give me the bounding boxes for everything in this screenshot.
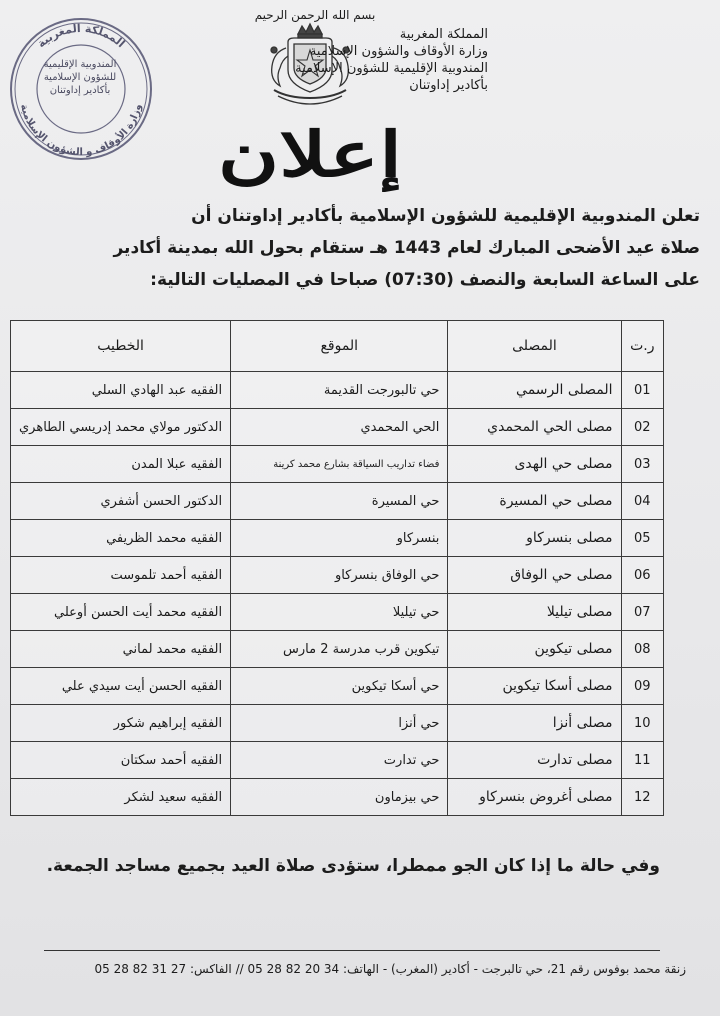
- footer-divider: [44, 950, 660, 951]
- cell-location: بنسركاو: [231, 520, 448, 557]
- cell-num: 07: [621, 594, 663, 631]
- cell-khatib: الفقيه أحمد سكتان: [11, 742, 231, 779]
- cell-khatib: الفقيه إبراهيم شكور: [11, 705, 231, 742]
- header-musalla: المصلى: [448, 321, 621, 372]
- cell-khatib: الدكتور الحسن أشفري: [11, 483, 231, 520]
- cell-location: حي بيزماون: [231, 779, 448, 816]
- cell-musalla: مصلى حي المسيرة: [448, 483, 621, 520]
- cell-location: حي المسيرة: [231, 483, 448, 520]
- cell-location: حي الوفاق بنسركاو: [231, 557, 448, 594]
- table-row: [11, 446, 664, 483]
- cell-num: 05: [621, 520, 663, 557]
- table-row: [11, 594, 664, 631]
- announcement-line: تعلن المندوبية الإقليمية للشؤون الإسلامية بأكادير إداوتنان أن: [191, 206, 700, 226]
- announcement-line: على الساعة السابعة والنصف (07:30) صباحا في المصليات التالية:: [150, 270, 700, 290]
- cell-khatib: الدكتور مولاي محمد إدريسي الطاهري: [11, 409, 231, 446]
- cell-num: 01: [621, 372, 663, 409]
- cell-khatib: الفقيه محمد الظريفي: [11, 520, 231, 557]
- cell-num: 02: [621, 409, 663, 446]
- stamp-center-line: للشؤون الإسلامية: [43, 72, 117, 83]
- cell-location: حي تدارت: [231, 742, 448, 779]
- header-line-ministry: وزارة الأوقاف والشؤون الإسلامية: [309, 44, 488, 59]
- rain-notice: وفي حالة ما إذا كان الجو ممطرا، ستؤدى صلاة العيد بجميع مساجد الجمعة.: [46, 856, 660, 876]
- stamp-center-line: المندوبية الإقليمية: [43, 59, 117, 70]
- stamp-center-line: بأكادير إداوتنان: [49, 85, 111, 96]
- cell-musalla: مصلى تيكوين: [448, 631, 621, 668]
- cell-num: 11: [621, 742, 663, 779]
- stamp-ring-bottom: وزارة الأوقاف و الشؤون الإسلامية: [17, 103, 145, 159]
- cell-khatib: الفقيه محمد أيت الحسن أوعلي: [11, 594, 231, 631]
- cell-num: 04: [621, 483, 663, 520]
- page-title: إعلان: [217, 118, 403, 191]
- header-khatib: الخطيب: [11, 321, 231, 372]
- cell-musalla: مصلى الحي المحمدي: [448, 409, 621, 446]
- cell-location: فضاء تداريب السياقة بشارع محمد كرينة: [231, 446, 448, 483]
- cell-location: حي أسكا تيكوين: [231, 668, 448, 705]
- cell-khatib: الفقيه عبلا المدن: [11, 446, 231, 483]
- cell-location: حي أنزا: [231, 705, 448, 742]
- cell-musalla: مصلى تيليلا: [448, 594, 621, 631]
- table-row: [11, 668, 664, 705]
- cell-musalla: مصلى تدارت: [448, 742, 621, 779]
- table-row: [11, 705, 664, 742]
- cell-location: تيكوين قرب مدرسة 2 مارس: [231, 631, 448, 668]
- stamp-center-text: [40, 58, 120, 97]
- cell-musalla: المصلى الرسمي: [448, 372, 621, 409]
- prayer-grounds-table: [10, 320, 664, 816]
- cell-musalla: مصلى أغروض بنسركاو: [448, 779, 621, 816]
- cell-num: 03: [621, 446, 663, 483]
- announcement-line: صلاة عيد الأضحى المبارك لعام 1443 هـ ستقام بحول الله بمدينة أكادير: [113, 238, 700, 258]
- cell-num: 08: [621, 631, 663, 668]
- cell-location: الحي المحمدي: [231, 409, 448, 446]
- table-row: [11, 742, 664, 779]
- table-row: [11, 631, 664, 668]
- cell-num: 09: [621, 668, 663, 705]
- table-row: [11, 557, 664, 594]
- table-row: [11, 372, 664, 409]
- ministry-header: [248, 26, 488, 94]
- basmala: بسم الله الرحمن الرحيم: [254, 8, 376, 22]
- cell-khatib: الفقيه سعيد لشكر: [11, 779, 231, 816]
- cell-khatib: الفقيه محمد لماني: [11, 631, 231, 668]
- cell-location: حي تالبورجت القديمة: [231, 372, 448, 409]
- cell-khatib: الفقيه أحمد تلموست: [11, 557, 231, 594]
- cell-khatib: الفقيه الحسن أيت سيدي علي: [11, 668, 231, 705]
- cell-num: 12: [621, 779, 663, 816]
- announcement-text: [14, 200, 700, 296]
- cell-musalla: مصلى حي الهدى: [448, 446, 621, 483]
- cell-khatib: الفقيه عبد الهادي السلي: [11, 372, 231, 409]
- footer-address: زنقة محمد بوفوس رقم 21، حي تالبرجت - أكادير (المغرب) - الهاتف: 34 20 82 28 05 // الفاكس: 27 31 82 28 05: [94, 962, 686, 976]
- table-row: [11, 520, 664, 557]
- cell-musalla: مصلى أنزا: [448, 705, 621, 742]
- table-row: [11, 483, 664, 520]
- cell-musalla: مصلى أسكا تيكوين: [448, 668, 621, 705]
- header-num: ر.ت: [621, 321, 663, 372]
- table-header-row: [11, 321, 664, 372]
- cell-location: حي تيليلا: [231, 594, 448, 631]
- header-line-city: بأكادير إداوتنان: [409, 78, 488, 93]
- cell-num: 06: [621, 557, 663, 594]
- table-row: [11, 779, 664, 816]
- table-row: [11, 409, 664, 446]
- header-line-kingdom: المملكة المغربية: [399, 27, 488, 42]
- cell-musalla: مصلى بنسركاو: [448, 520, 621, 557]
- stamp-ring-top: المملكة المغربية: [34, 21, 128, 51]
- header-line-delegation: المندوبية الإقليمية للشؤون الإسلامية: [295, 61, 488, 76]
- cell-num: 10: [621, 705, 663, 742]
- header-location: الموقع: [231, 321, 448, 372]
- cell-musalla: مصلى حي الوفاق: [448, 557, 621, 594]
